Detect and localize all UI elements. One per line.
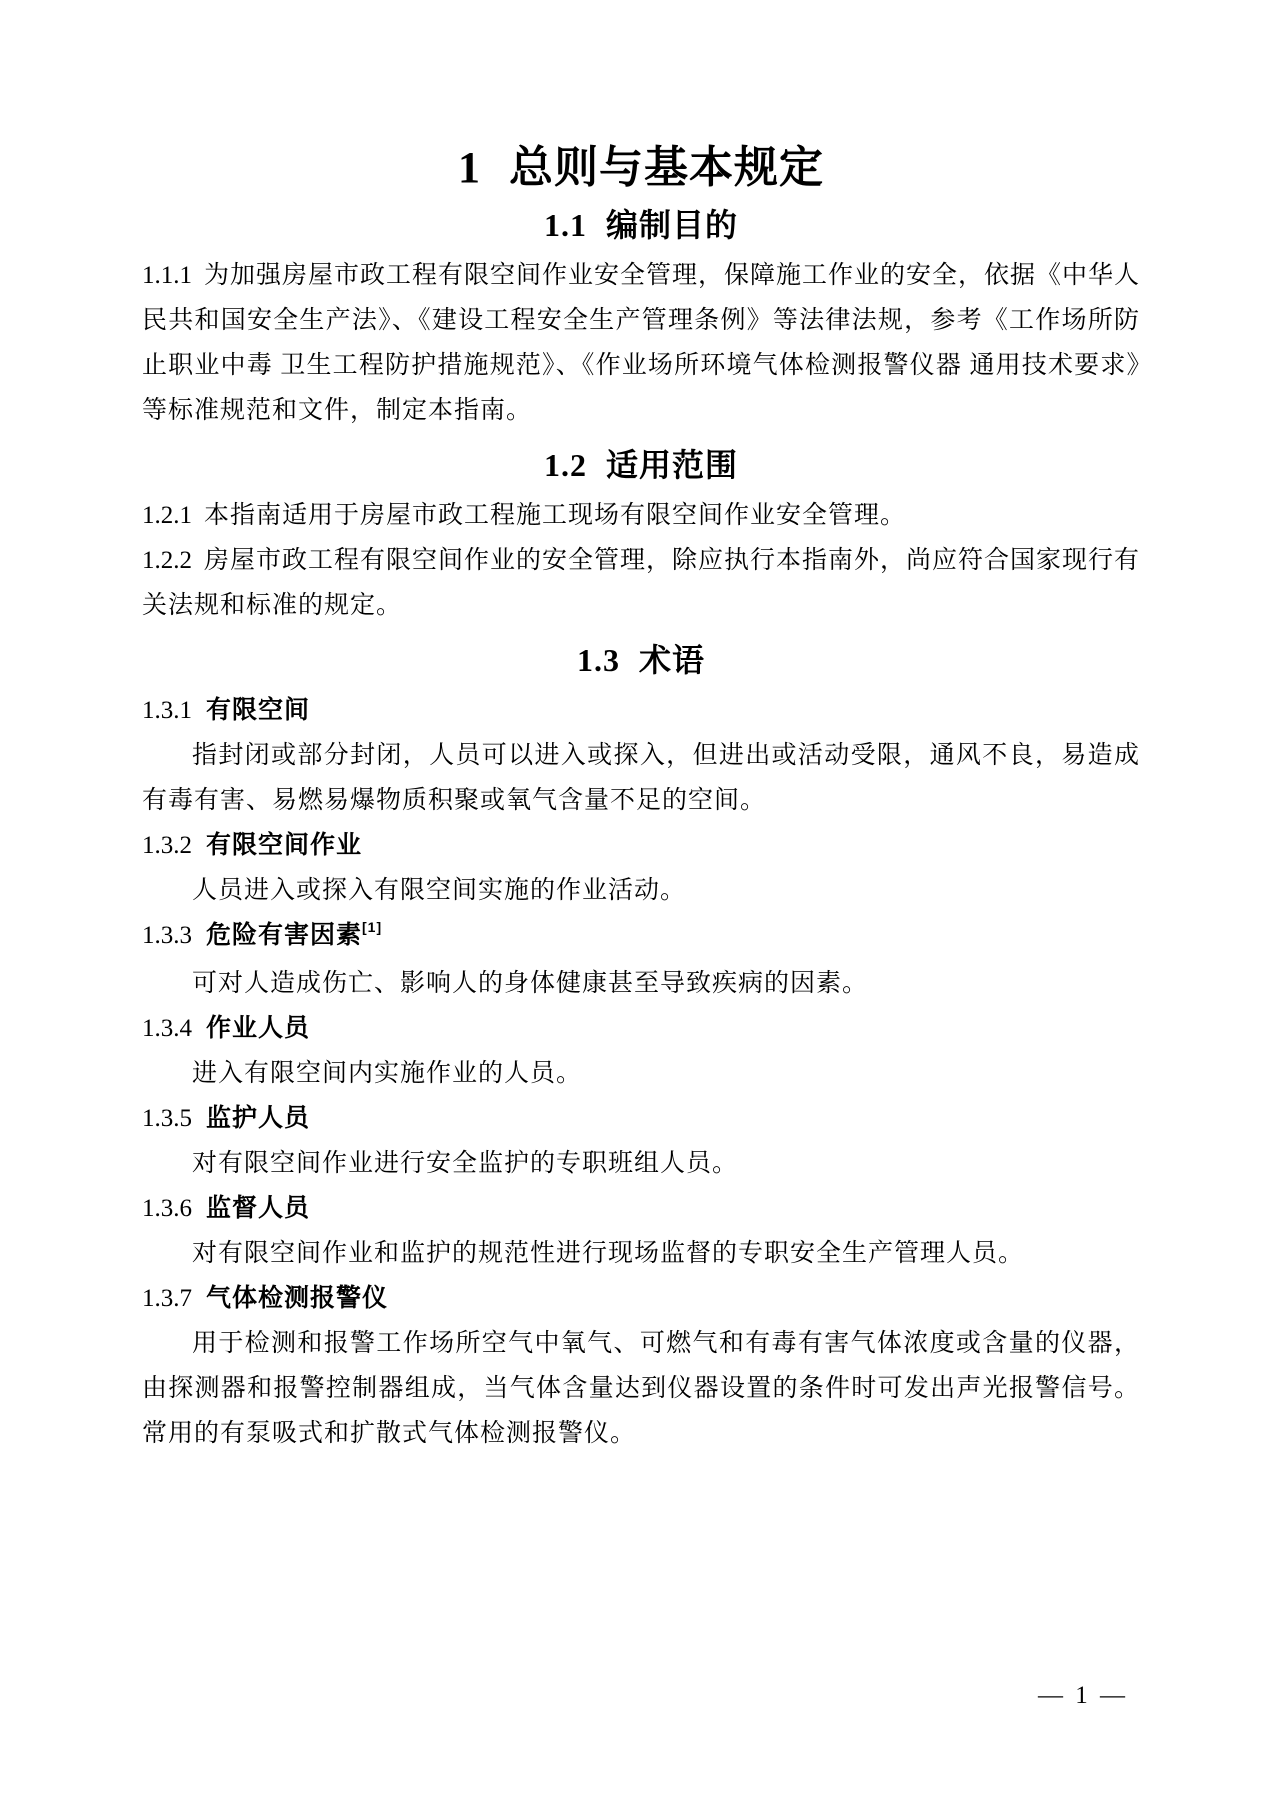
- section-heading-1-1: 1.1 编制目的: [543, 207, 738, 243]
- term-definition-1-3-3: 可对人造成伤亡、影响人的身体健康甚至导致疾病的因素。: [192, 970, 869, 997]
- chapter-title: 1 总则与基本规定: [458, 143, 824, 192]
- term-definition-1-3-6: 对有限空间作业和监护的规范性进行现场监督的专职安全生产管理人员。: [192, 1240, 1025, 1267]
- term-heading-1-3-2: [142, 823, 1140, 868]
- term-number: 1.3.5: [142, 1105, 192, 1132]
- clause-text: 为加强房屋市政工程有限空间作业安全管理，保障施工作业的安全，依据《中华人民共和国安全生产法》、《建设工程安全生产管理条例》等法律法规，参考《工作场所防止职业中毒 卫生工程防护措施规范》、《作业场所环境气体检测报警仪器 通用技术要求》等标准规范和文件，制定本指南。: [142, 262, 1141, 424]
- term-name: 作业人员: [206, 1014, 311, 1042]
- term-number: 1.3.6: [142, 1195, 192, 1222]
- term-definition-1-3-2: 人员进入或探入有限空间实施的作业活动。: [192, 877, 687, 904]
- term-name: 气体检测报警仪: [206, 1284, 389, 1312]
- page-number: — 1 —: [1038, 1682, 1128, 1709]
- term-name: 有限空间作业: [206, 831, 363, 859]
- term-name: 危险有害因素: [206, 921, 363, 949]
- term-number: 1.3.2: [142, 832, 192, 859]
- term-definition-1-3-4: 进入有限空间内实施作业的人员。: [192, 1060, 583, 1087]
- term-heading-1-3-4: [142, 1006, 1140, 1051]
- clause-1-1-1: [142, 253, 1140, 433]
- section-heading-1-3: 1.3 术语: [576, 642, 705, 678]
- section-heading-1-2: 1.2 适用范围: [543, 447, 738, 483]
- clause-1-2-2: [142, 538, 1140, 628]
- term-name: 有限空间: [206, 696, 311, 724]
- term-number: 1.3.1: [142, 697, 192, 724]
- term-number: 1.3.3: [142, 922, 192, 949]
- clause-text: 本指南适用于房屋市政工程施工现场有限空间作业安全管理。: [204, 502, 907, 529]
- clause-number: 1.2.1: [142, 502, 192, 529]
- term-footnote-reference: [1]: [362, 919, 383, 935]
- term-heading-1-3-3: [142, 913, 1140, 961]
- term-heading-1-3-7: [142, 1276, 1140, 1321]
- clause-text: 房屋市政工程有限空间作业的安全管理，除应执行本指南外，尚应符合国家现行有关法规和标准的规定。: [142, 547, 1141, 619]
- clause-1-2-1: [142, 493, 1140, 538]
- term-definition-1-3-1: 指封闭或部分封闭，人员可以进入或探入，但进出或活动受限，通风不良，易造成有毒有害、易燃易爆物质积聚或氧气含量不足的空间。: [142, 742, 1140, 814]
- term-heading-1-3-5: [142, 1096, 1140, 1141]
- term-heading-1-3-6: [142, 1186, 1140, 1231]
- term-definition-1-3-5: 对有限空间作业进行安全监护的专职班组人员。: [192, 1150, 739, 1177]
- term-number: 1.3.4: [142, 1015, 192, 1042]
- clause-number: 1.2.2: [142, 547, 192, 574]
- term-heading-1-3-1: [142, 688, 1140, 733]
- term-name: 监督人员: [206, 1194, 311, 1222]
- clause-number: 1.1.1: [142, 262, 192, 289]
- term-definition-1-3-7: 用于检测和报警工作场所空气中氧气、可燃气和有毒有害气体浓度或含量的仪器，由探测器和报警控制器组成，当气体含量达到仪器设置的条件时可发出声光报警信号。常用的有泵吸式和扩散式气体检测报警仪。: [142, 1330, 1140, 1447]
- term-name: 监护人员: [206, 1104, 311, 1132]
- term-number: 1.3.7: [142, 1285, 192, 1312]
